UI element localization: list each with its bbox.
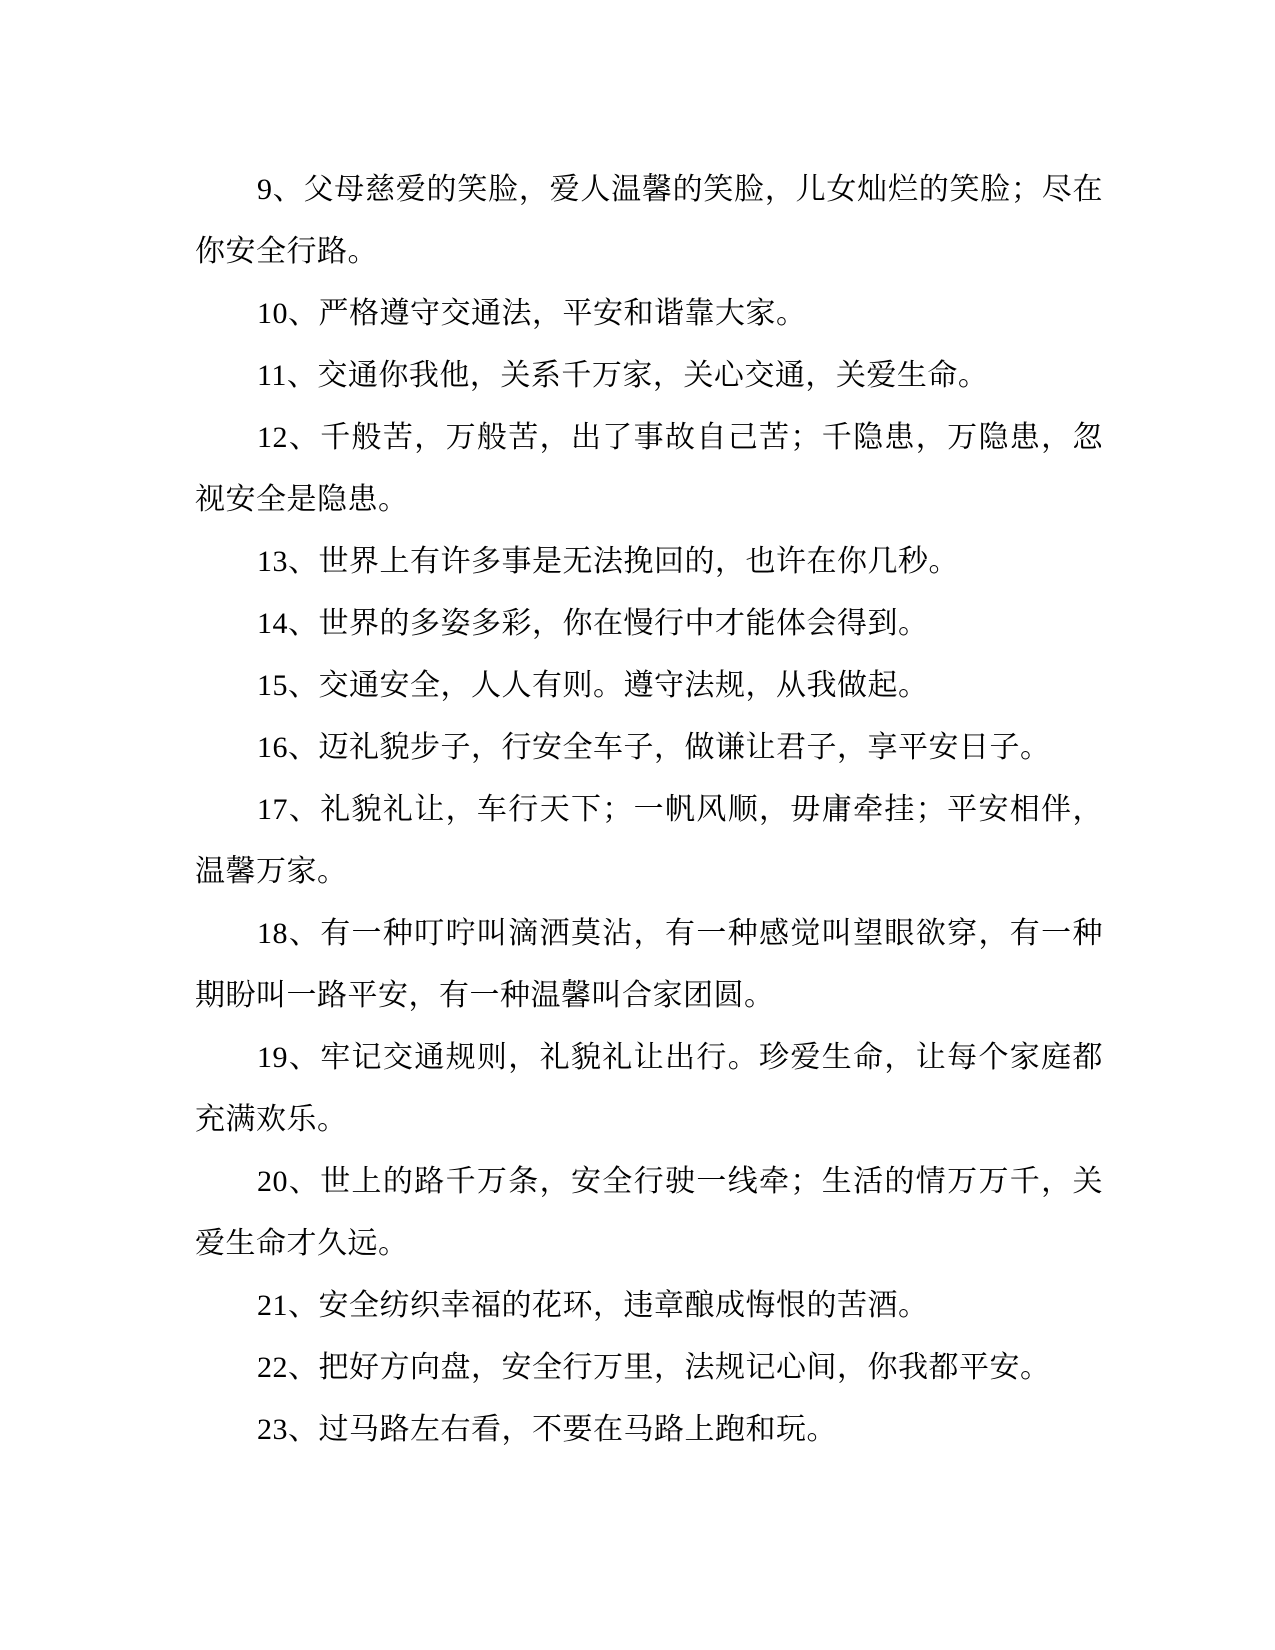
slogan-item-18: 18、有一种叮咛叫滴洒莫沾，有一种感觉叫望眼欲穿，有一种期盼叫一路平安，有一种温馨叫合家团圆。 [195, 917, 1103, 1012]
slogan-item-9: 9、父母慈爱的笑脸，爱人温馨的笑脸，儿女灿烂的笑脸；尽在你安全行路。 [195, 173, 1103, 268]
slogan-item-23: 23、过马路左右看，不要在马路上跑和玩。 [257, 1413, 837, 1446]
slogan-item-17: 17、礼貌礼让，车行天下；一帆风顺，毋庸牵挂；平安相伴，温馨万家。 [195, 793, 1103, 888]
slogan-list [195, 159, 1103, 1461]
slogan-item-19: 19、牢记交通规则，礼貌礼让出行。珍爱生命，让每个家庭都充满欢乐。 [195, 1041, 1103, 1136]
slogan-item-11: 11、交通你我他，关系千万家，关心交通，关爱生命。 [257, 359, 989, 392]
slogan-item-13: 13、世界上有许多事是无法挽回的，也许在你几秒。 [257, 545, 959, 578]
slogan-item-16: 16、迈礼貌步子，行安全车子，做谦让君子，享平安日子。 [257, 731, 1051, 764]
slogan-item-22: 22、把好方向盘，安全行万里，法规记心间，你我都平安。 [257, 1351, 1051, 1384]
slogan-item-12: 12、千般苦，万般苦，出了事故自己苦；千隐患，万隐患，忽视安全是隐患。 [195, 421, 1103, 516]
slogan-item-14: 14、世界的多姿多彩，你在慢行中才能体会得到。 [257, 607, 929, 640]
slogan-item-21: 21、安全纺织幸福的花环，违章酿成悔恨的苦酒。 [257, 1289, 929, 1322]
slogan-item-10: 10、严格遵守交通法，平安和谐靠大家。 [257, 297, 807, 330]
slogan-item-20: 20、世上的路千万条，安全行驶一线牵；生活的情万万千，关爱生命才久远。 [195, 1165, 1103, 1260]
slogan-item-15: 15、交通安全，人人有则。遵守法规，从我做起。 [257, 669, 929, 702]
